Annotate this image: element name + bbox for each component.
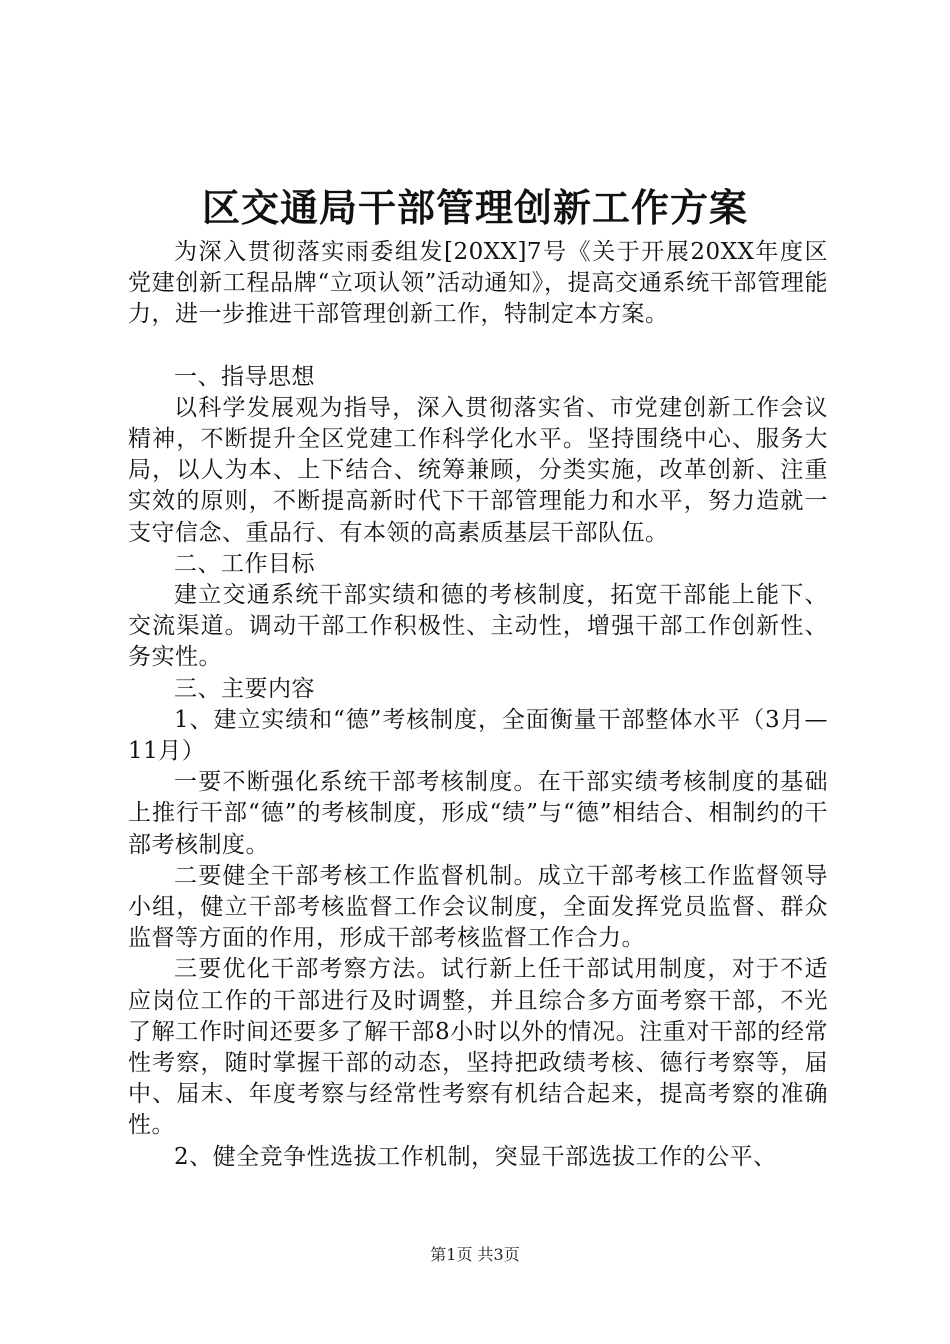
assessment-item-two-paragraph: 二要健全干部考核工作监督机制。成立干部考核工作监督领导小组，健立干部考核监督工作会议制度，全面发挥党员监督、群众监督等方面的作用，形成干部考核监督工作合力。: [128, 862, 828, 952]
subsection-heading-assessment-system: 1、建立实绩和“德”考核制度，全面衡量干部整体水平（3月—11月）: [128, 706, 828, 765]
section-heading-work-goals: 二、工作目标: [174, 550, 315, 577]
document-body: [128, 237, 828, 1173]
subsection-heading-competitive-selection: 2、健全竞争性选拔工作机制，突显干部选拔工作的公平、: [174, 1143, 777, 1170]
work-goals-paragraph: 建立交通系统干部实绩和德的考核制度，拓宽干部能上能下、交流渠道。调动干部工作积极性、主动性，增强干部工作创新性、务实性。: [128, 582, 828, 671]
section-heading-guiding-ideology: 一、指导思想: [174, 363, 315, 390]
section-heading-main-content: 三、主要内容: [174, 675, 315, 702]
assessment-item-one-paragraph: 一要不断强化系统干部考核制度。在干部实绩考核制度的基础上推行干部“德”的考核制度，形成“绩”与“德”相结合、相制约的干部考核制度。: [128, 769, 828, 858]
intro-paragraph: 为深入贯彻落实雨委组发[20XX]7号《关于开展20XX年度区党建创新工程品牌“立项认领”活动通知》，提高交通系统干部管理能力，进一步推进干部管理创新工作，特制定本方案。: [128, 239, 828, 328]
guiding-ideology-paragraph: 以科学发展观为指导，深入贯彻落实省、市党建创新工作会议精神，不断提升全区党建工作科学化水平。坚持围绕中心、服务大局，以人为本、上下结合、统筹兼顾，分类实施，改革创新、注重实效的原则，不断提高新时代下干部管理能力和水平，努力造就一支守信念、重品行、有本领的高素质基层干部队伍。: [128, 394, 828, 546]
document-title: 区交通局干部管理创新工作方案: [201, 185, 748, 230]
assessment-item-three-paragraph: 三要优化干部考察方法。试行新上任干部试用制度，对于不适应岗位工作的干部进行及时调整，并且综合多方面考察干部，不光了解工作时间还要多了解干部8小时以外的情况。注重对干部的经常性考察，随时掌握干部的动态，坚持把政绩考核、德行考察等，届中、届末、年度考察与经常性考察有机结合起来，提高考察的准确性。: [128, 956, 828, 1139]
page-footer: 第1页 共3页: [430, 1245, 520, 1264]
